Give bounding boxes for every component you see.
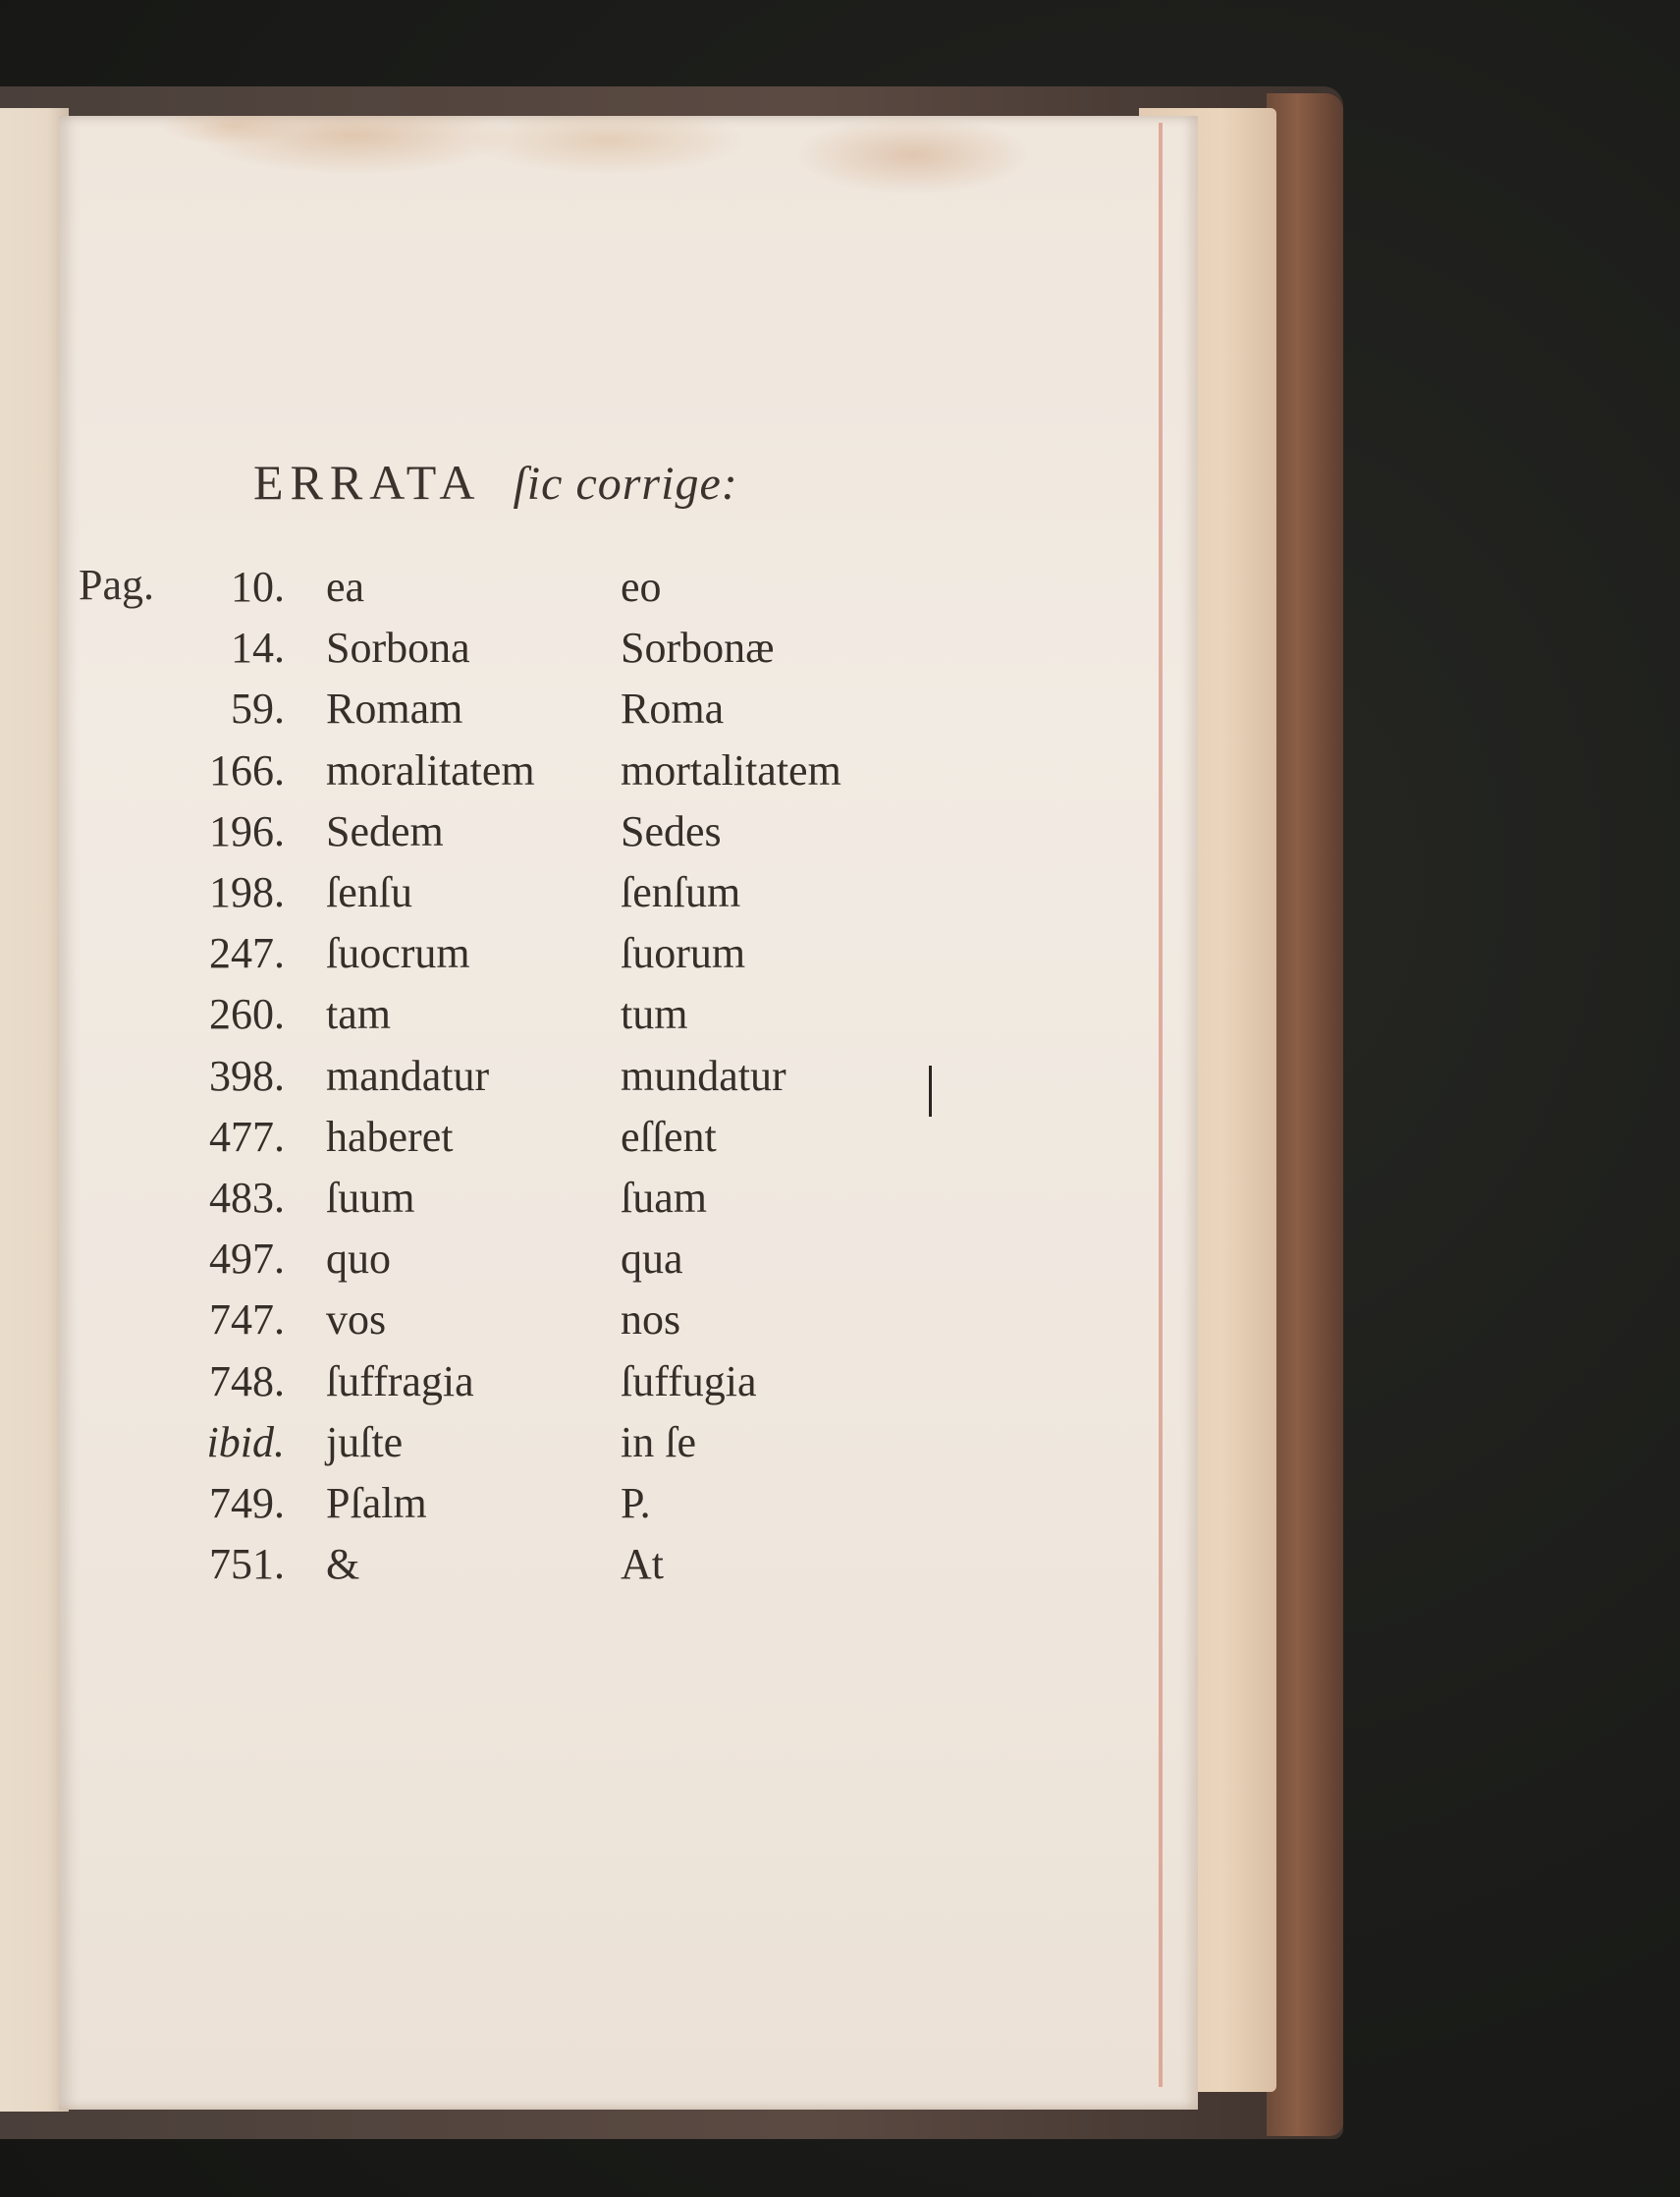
cover-edge [1267,93,1343,2136]
errata-page-number: ibid. [206,1417,285,1466]
errata-page-number: 477. [209,1112,285,1161]
errata-wrong-word: ſuocrum [326,929,470,978]
errata-wrong-word: ſuum [326,1174,415,1222]
errata-correct-word: P. [621,1479,651,1527]
errata-wrong-word: tam [326,990,391,1039]
errata-correct-word: Sedes [621,806,722,855]
errata-wrong-word: vos [326,1295,387,1345]
red-page-edge [1159,123,1163,2087]
errata-page-number: 748. [209,1356,285,1405]
water-stain [59,116,1198,263]
errata-correct-word: ſenſum [621,868,741,916]
errata-row [0,989,982,1050]
errata-row [0,1356,982,1417]
errata-correct-word: ſuorum [621,929,746,978]
errata-page-number: 198. [209,868,285,916]
errata-row [0,745,982,806]
errata-correct-word: mundatur [621,1051,786,1100]
errata-wrong-word: Sedem [326,806,444,855]
errata-row [0,867,982,928]
errata-page-number: 747. [209,1295,285,1345]
errata-correct-word: Sorbonæ [621,624,775,673]
errata-page-number: 497. [209,1235,285,1284]
errata-title: ERRATA [253,455,482,510]
pag-label: Pag. [79,561,154,609]
errata-row [0,1112,982,1173]
errata-row [0,562,982,623]
errata-correct-word: ſuam [621,1174,707,1222]
errata-row [0,1478,982,1539]
errata-wrong-word: Romam [326,685,463,734]
errata-wrong-word: mandatur [326,1051,490,1100]
errata-page-number: 751. [209,1540,285,1589]
errata-correct-word: tum [621,990,688,1039]
errata-page-number: 247. [209,929,285,978]
errata-page-number: 483. [209,1174,285,1222]
errata-row [0,1294,982,1355]
errata-wrong-word: Sorbona [326,624,470,673]
errata-row [0,928,982,989]
errata-row [0,1539,982,1600]
errata-correct-word: ſuffugia [621,1356,757,1405]
errata-wrong-word: ſenſu [326,868,412,916]
errata-wrong-word: ſuffragia [326,1356,474,1405]
errata-wrong-word: juſte [326,1417,404,1466]
errata-wrong-word: quo [326,1235,391,1284]
errata-row [0,1417,982,1478]
errata-heading [253,454,738,522]
errata-row [0,1234,982,1294]
errata-page-number: 59. [231,685,285,734]
errata-correct-word: mortalitatem [621,745,841,795]
errata-row [0,1173,982,1234]
errata-correct-word: eſſent [621,1112,717,1161]
errata-correct-word: Roma [621,685,725,734]
errata-page-number: 166. [209,745,285,795]
errata-correct-word: in ſe [621,1417,696,1466]
errata-row [0,1051,982,1112]
errata-correct-word: eo [621,563,662,611]
errata-page-number: 749. [209,1479,285,1527]
errata-page-number: 14. [231,624,285,673]
errata-correct-word: nos [621,1295,681,1345]
errata-page-number: 196. [209,806,285,855]
margin-mark [929,1066,932,1117]
errata-page-number: 260. [209,990,285,1039]
errata-row [0,684,982,744]
errata-page-number: 398. [209,1051,285,1100]
errata-correct-word: qua [621,1235,683,1284]
errata-wrong-word: ea [326,563,365,611]
errata-subtitle: ſic corrige: [513,458,738,510]
errata-correct-word: At [621,1540,664,1589]
errata-page-number: 10. [231,563,285,611]
errata-wrong-word: & [326,1540,360,1589]
errata-wrong-word: Pſalm [326,1479,427,1527]
errata-row [0,806,982,867]
errata-wrong-word: haberet [326,1112,454,1161]
errata-row [0,623,982,684]
errata-wrong-word: moralitatem [326,745,535,795]
